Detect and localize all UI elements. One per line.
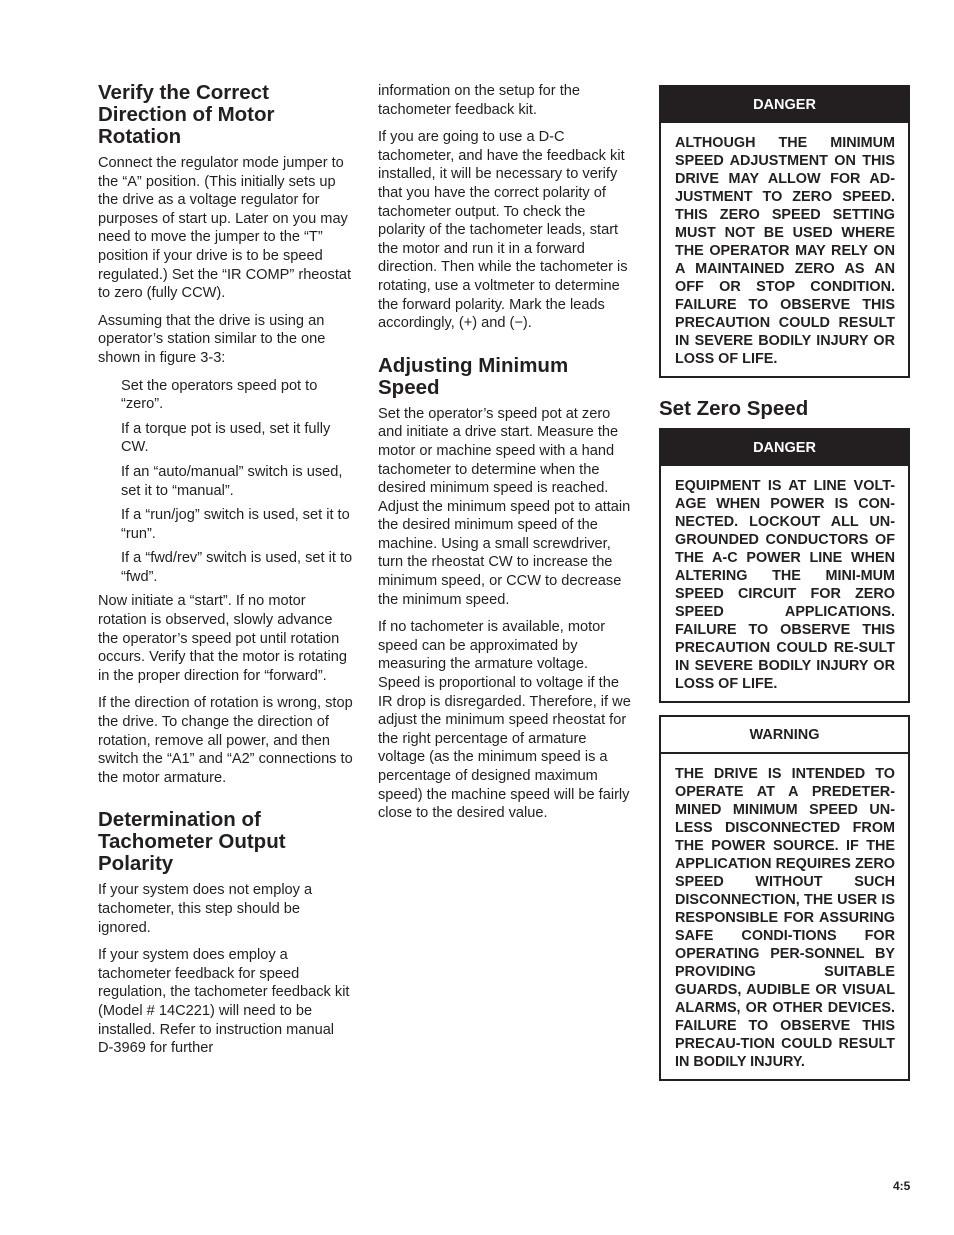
warning-box — [659, 715, 910, 1081]
page-number: 4:5 — [893, 1179, 911, 1193]
warning-text: THE DRIVE IS INTENDED TO OPERATE AT A PREDETER-MINED MINIMUM SPEED UN-LESS DISCONNECTED FROM THE POWER SOURCE. IF THE APPLICATION REQUIRES ZERO SPEED WITHOUT SUCH DISCONNECTION, THE USER IS RESPONSIBLE FOR ASSURING SAFE CONDI-TIONS FOR OPERATING PER-SONNEL BY PROVIDING SUITABLE GUARDS, AUDIBLE OR VISUAL ALARMS, OR OTHER DEVICES. FAILURE TO OBSERVE THIS PRECAU-TION COULD RESULT IN BODILY INJURY. — [675, 766, 895, 1070]
paragraph-dc-tach: If you are going to use a D-C tachometer, and have the feedback kit installed, it will be necessary to verify that you have the correct polarity of tachometer output. To check the polarity of the tachometer leads, start the motor and run it in a forward direction. Then while the tachometer is rotating, use a voltmeter to determine the forward polarity. Mark the leads accordingly, (+) and (−). — [378, 129, 628, 332]
step-torque-pot: If a torque pot is used, set it fully CW. — [121, 420, 331, 456]
danger-title: DANGER — [661, 87, 908, 123]
paragraph-operator-station: Assuming that the drive is using an operator’s station similar to the one shown in figure 3-3: — [98, 312, 326, 366]
step-speed-pot: Set the operators speed pot to “zero”. — [121, 377, 318, 413]
paragraph-initiate-start: Now initiate a “start”. If no motor rotation is observed, slowly advance the operator’s speed pot until rotation occurs. Verify that the motor is rotating in the proper direction for “forward”. — [98, 593, 348, 684]
paragraph-no-tach-available: If no tachometer is available, motor speed can be approximated by measuring the armature voltage. Speed is proportional to voltage if the IR drop is disregarded. Therefore, if we adjust the minimum speed rheostat for the right percentage of armature voltage (as the minimum speed is a percentage of designed maximum speed) the machine speed will be fairly close to the desired value. — [378, 619, 631, 822]
paragraph-kit-setup: information on the setup for the tachometer feedback kit. — [378, 83, 581, 118]
danger-text: ALTHOUGH THE MINIMUM SPEED ADJUSTMENT ON THIS DRIVE MAY ALLOW FOR AD-JUSTMENT TO ZERO SPEED. THIS ZERO SPEED SETTING MUST NOT BE USED WHERE THE OPERATOR MAY RELY ON A MAINTAINED ZERO AS AN OFF OR STOP CONDITION. FAILURE TO OBSERVE THIS PRECAUTION COULD RESULT IN SEVERE BODILY INJURY OR LOSS OF LIFE. — [675, 135, 895, 367]
danger-box-line-voltage — [659, 428, 910, 703]
heading-verify-rotation: Verify the Correct Direction of Motor Rotation — [98, 81, 275, 148]
paragraph-jumper: Connect the regulator mode jumper to the “A” position. (This initially sets up the drive as a voltage regulator for purposes of start up. Later on you may need to move the jumper to the “T” position if your drive is to be speed regulated.) Set the “IR COMP” rheostat to zero (fully CCW). — [98, 155, 352, 302]
column-right — [659, 85, 910, 1081]
paragraph-no-tach: If your system does not employ a tachometer, this step should be ignored. — [98, 882, 313, 936]
step-run-jog: If a “run/jog” switch is used, set it to “run”. — [121, 507, 350, 542]
paragraph-wrong-direction: If the direction of rotation is wrong, stop the drive. To change the direction of rotation, remove all power, and then switch the “A1” and “A2” connections to the motor armature. — [98, 695, 353, 786]
danger-box-min-speed — [659, 85, 910, 378]
paragraph-tach-kit: If your system does employ a tachometer feedback for speed regulation, the tachometer feedback kit (Model # 14C221) will need to be installed. Refer to instruction manual D-3969 for further — [98, 947, 350, 1057]
warning-title: WARNING — [661, 717, 908, 754]
danger-text: EQUIPMENT IS AT LINE VOLT-AGE WHEN POWER IS CON-NECTED. LOCKOUT ALL UN-GROUNDED CONDUCTORS OF THE A-C POWER LINE WHEN ALTERING THE MINI-MUM SPEED CIRCUIT FOR ZERO SPEED APPLICATIONS. FAILURE TO OBSERVE THIS PRECAUTION COULD RE-SULT IN SEVERE BODILY INJURY OR LOSS OF LIFE. — [675, 478, 895, 692]
heading-adjust-min-speed: Adjusting Minimum Speed — [378, 353, 569, 399]
heading-set-zero-speed: Set Zero Speed — [659, 397, 809, 420]
column-middle — [378, 82, 633, 832]
danger-title: DANGER — [661, 430, 908, 466]
step-fwd-rev: If a “fwd/rev” switch is used, set it to “fwd”. — [121, 550, 353, 585]
step-auto-manual: If an “auto/manual” switch is used, set it to “manual”. — [121, 463, 343, 499]
heading-tach-polarity: Determination of Tachometer Output Polarity — [98, 808, 286, 876]
paragraph-set-speed-pot: Set the operator’s speed pot at zero and initiate a drive start. Measure the motor or machine speed with a hand tachometer to determine when the desired minimum speed is reached. Adjust the minimum speed pot to attain the desired minimum speed of the machine. Using a small screwdriver, turn the rheostat CW to increase the minimum speed, or CCW to decrease the minimum speed. — [378, 405, 631, 608]
column-left — [98, 82, 353, 1067]
